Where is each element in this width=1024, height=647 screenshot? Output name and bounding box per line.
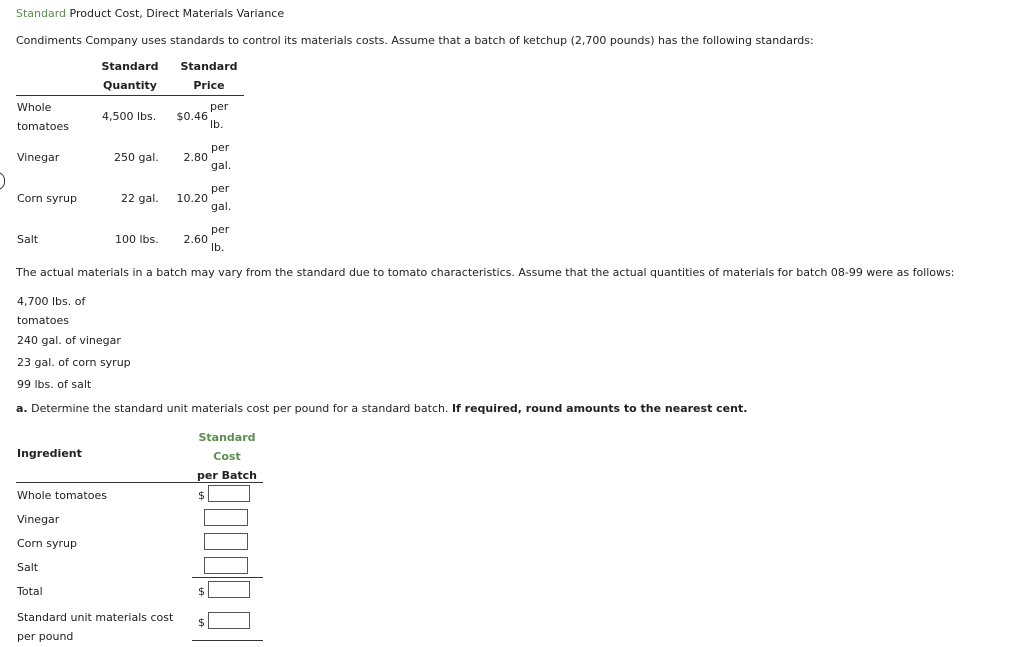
- header-rule: [16, 95, 244, 96]
- row-label-whole-tomatoes: Whole tomatoes: [17, 489, 107, 502]
- actual-corn-syrup: 23 gal. of corn syrup: [17, 356, 131, 369]
- std-row-ingredient: Whole tomatoes: [17, 101, 70, 133]
- std-row-per: per gal.: [211, 141, 232, 172]
- total-cost-input[interactable]: [208, 581, 250, 598]
- std-row-ingredient: Corn syrup: [17, 192, 77, 205]
- std-row-ingredient: Salt: [17, 233, 39, 246]
- unit-cost-input[interactable]: [208, 612, 250, 629]
- page-title: Standard Product Cost, Direct Materials Variance: [16, 7, 285, 20]
- std-row-per: per gal.: [211, 182, 232, 213]
- col-header-quantity: Standard Quantity: [101, 60, 159, 92]
- std-row-quantity: 250 gal.: [114, 151, 159, 164]
- whole-tomatoes-cost-input[interactable]: [208, 485, 250, 502]
- actual-materials-text: The actual materials in a batch may vary from the standard due to tomato characteristics. Assume that the actual quantities of materials for batch 08-99 were as follows:: [16, 266, 955, 279]
- left-bracket-decoration: [0, 172, 5, 190]
- std-row-ingredient: Vinegar: [17, 151, 60, 164]
- std-row-price: 2.60: [183, 233, 208, 246]
- dollar-sign: $: [198, 489, 205, 502]
- ingredient-header: Ingredient: [17, 447, 82, 460]
- row-label-vinegar: Vinegar: [17, 513, 60, 526]
- final-rule: [192, 640, 263, 641]
- cost-header: Standard Cost per Batch: [196, 431, 257, 482]
- row-label-total: Total: [17, 585, 43, 598]
- actual-salt: 99 lbs. of salt: [17, 378, 92, 391]
- vinegar-cost-input[interactable]: [204, 509, 248, 526]
- question-a: a. Determine the standard unit materials cost per pound for a standard batch. If required, round amounts to the nearest cent.: [16, 402, 748, 415]
- std-row-price: $0.46: [176, 110, 208, 123]
- std-row-per: per lb.: [211, 223, 230, 254]
- std-row-price: 10.20: [176, 192, 208, 205]
- std-row-per: per lb.: [210, 100, 229, 131]
- dollar-sign: $: [198, 585, 205, 598]
- salt-cost-input[interactable]: [204, 557, 248, 574]
- answer-header-rule: [16, 482, 263, 483]
- actual-vinegar: 240 gal. of vinegar: [17, 334, 121, 347]
- corn-syrup-cost-input[interactable]: [204, 533, 248, 550]
- std-row-price: 2.80: [183, 151, 208, 164]
- dollar-sign: $: [198, 616, 205, 629]
- actual-tomatoes: 4,700 lbs. of tomatoes: [17, 295, 86, 327]
- intro-text: Condiments Company uses standards to control its materials costs. Assume that a batch of ketchup (2,700 pounds) has the following standards:: [16, 34, 814, 47]
- title-link[interactable]: Standard: [16, 7, 67, 20]
- row-label-salt: Salt: [17, 561, 39, 574]
- row-label-unit-cost: Standard unit materials cost per pound: [17, 611, 174, 643]
- subtotal-rule: [192, 577, 263, 578]
- std-row-quantity: 22 gal.: [121, 192, 159, 205]
- std-row-quantity: 100 lbs.: [115, 233, 159, 246]
- row-label-corn-syrup: Corn syrup: [17, 537, 77, 550]
- std-row-quantity: 4,500 lbs.: [102, 110, 157, 123]
- col-header-price: Standard Price: [180, 60, 238, 92]
